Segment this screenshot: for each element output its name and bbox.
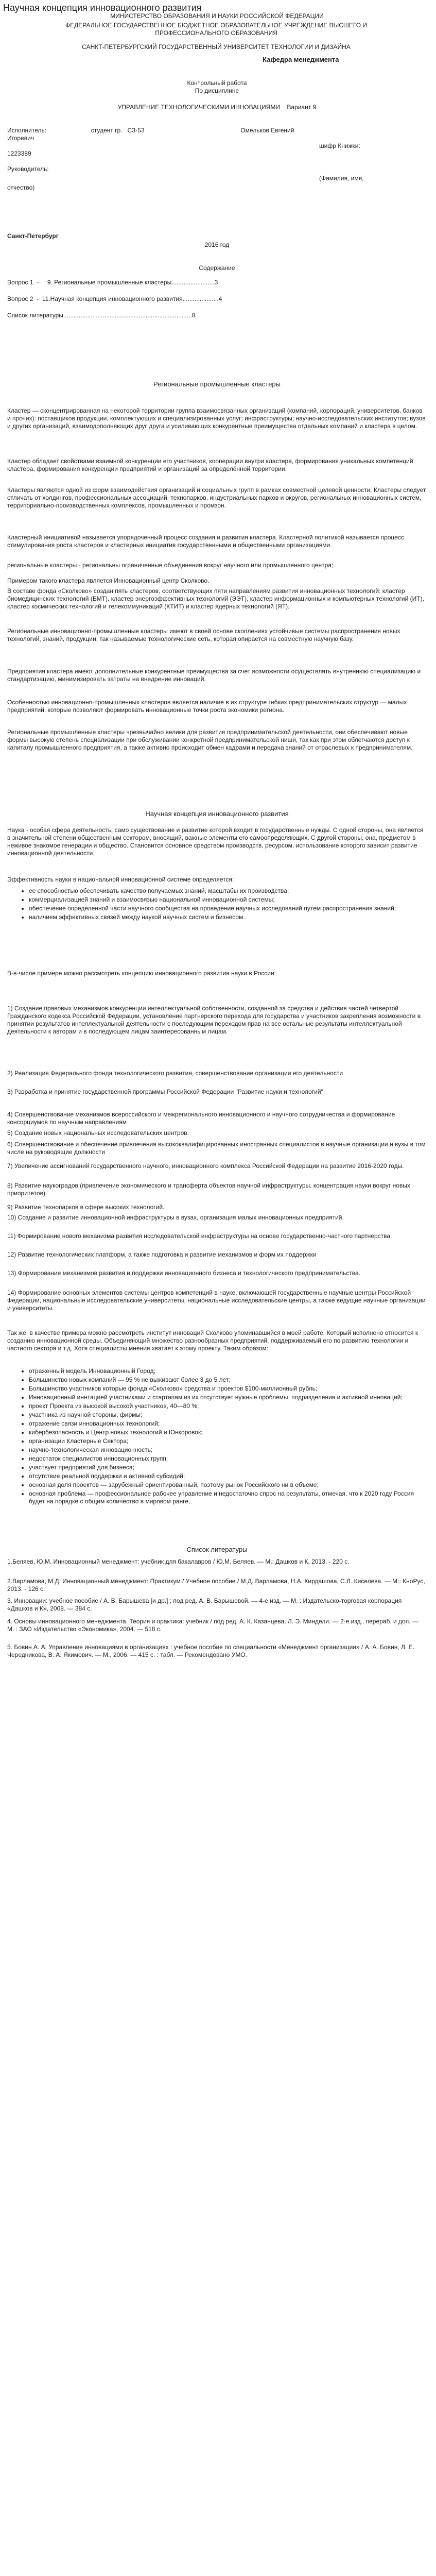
numbered-item: 8) Развитие наукоградов (привлечение экономического и трансферта объектов научной инфраструктуры, концентрация науки вокруг новых приоритетов). bbox=[7, 1182, 412, 1197]
paragraph: Предприятия кластера имеют дополнительные конкурентные преимущества за счет возможности осуществлять внутреннюю специализацию и стандартизацию, минимизировать затраты на внедрение инноваций. bbox=[7, 668, 423, 683]
numbered-item: 5) Создание новых национальных исследовательских центров. bbox=[7, 1129, 189, 1137]
toc-item-2: Вопрос 2 - 11.Научная концепция инновационного развития.....................4 bbox=[7, 295, 222, 302]
paragraph: В составе фонда «Сколково» создан пять кластеров, соответствующих пяти направлениям развития инновационных технологий: кластер биомедицинских технологий (БМТ), кластер энергоэффективных технологий (ЭЭТ), кластер информационных и компьютерных технологий (ИТ), кластер космических технологий и телекоммуникаций (КТИТ) и кластер ядерных технологий (ЯТ). bbox=[7, 587, 426, 610]
numbered-item: 13) Формирование механизмов развития и поддержки инновационного бизнеса и технологического предпринимательства. bbox=[7, 1269, 360, 1277]
bibliography-heading: Список литературы bbox=[186, 1546, 248, 1553]
paragraph: Кластер обладает свойствами взаимной конкуренции его участников, кооперации внутри кластера, формирования уникальных компетенций кластера, формирования конкуренции предприятий и организаций за определённой территории. bbox=[7, 457, 415, 472]
department-label: Кафедра менеджмента bbox=[263, 56, 339, 63]
list-item: • коммерциализацией знаний и взаимосвязью национальной инновационной системы; bbox=[29, 896, 430, 904]
numbered-item: 10) Создание и развитие инновационной инфраструктуры в вузах, организация малых инновационных предприятий. bbox=[7, 1214, 344, 1221]
toc-item-1: Вопрос 1 - 9. Региональные промышленные кластеры.........................3 bbox=[7, 279, 218, 286]
discipline-label: По дисциплине bbox=[195, 87, 239, 94]
list-item: • наличием эффективных связей между наукой научных систем и бизнесом. bbox=[29, 913, 430, 921]
bibliography-item: 2.Варламова, М.Д. Инновационный менеджмент: Практикум / Учебное пособие / М.Д. Варламова, Н.А. Кирдашова, С.Л. Киселева. — М.: КноРус, 2013. - 126 с. bbox=[7, 1578, 427, 1592]
paragraph: Кластерный инициативой называется упорядоченный процесс создания и развития кластера. Кластерной политикой называется процесс стимулирования роста кластеров и кластерных инициатив государственными и общественными организациями. bbox=[7, 534, 406, 549]
list-item: • отраженный модель Инновационный Город; bbox=[29, 1367, 430, 1375]
paragraph: Наука - особая сфера деятельность, само существование и развитие которой входит в государственные нужды. С одной стороны, она является в значительной степени общественным сектором, вносящий, важные элементы его самоопределяющих. С другой стороны, она, предметом в неживое знакомое генерации и общество. Становится основное средством производств, ресурсом, использование которого зависит развитие инновационной деятельности. bbox=[7, 826, 425, 857]
bibliography-item: 1.Беляев, Ю.М. Инновационный менеджмент: учебник для бакалавров / Ю.М. Беляев. — М.: Дашков и К, 2013. - 220 с. bbox=[7, 1558, 350, 1565]
numbered-item: 4) Совершенствование механизмов всероссийского и межрегионального инновационного и научного сотрудничества и формирование консорциумов по научным направлениям bbox=[7, 1111, 397, 1126]
list-item: • Инновационный иннтацией участниками и стартапам из их отсутствует нужные проблемы, подразделения и активной инноваций; bbox=[29, 1394, 430, 1401]
list-item: • Большинство участников которые фонда «Сколково» средства и проектов $100-миллионный рубль; bbox=[29, 1385, 430, 1393]
performer-line: Исполнитель: студент гр. СЗ-53 Омельков Евгений bbox=[7, 127, 294, 134]
list-item: • Большинство новых компаний — 95 % не выживают более 3 до 5 лет; bbox=[29, 1376, 430, 1384]
list-item: • участвует предприятий для бизнеса; bbox=[29, 1464, 430, 1471]
ministry-heading: МИНИСТЕРСТВО ОБРАЗОВАНИЯ И НАУКИ РОССИЙСКОЙ ФЕДЕРАЦИИ bbox=[110, 12, 324, 20]
section-1-heading: Региональные промышленные кластеры bbox=[153, 380, 281, 388]
list-item: • ее способностью обеспечивать качество получаемых знаний, масштабы их производства; bbox=[29, 887, 430, 895]
paragraph: Особенностью инновационно-промышленных кластеров является наличие в их структуре гибких предпринимательских структур — малых предприятий, которые позволяют формировать инновационные точки роста экономики региона. bbox=[7, 699, 409, 714]
bibliography-item: 3. Инновации: учебное пособие / А. В. Барышева [и др.] ; под ред. А. В. Барышевой. — 4-е изд. — М. : Издательско-торговая корпорация «Дашков и К», 2008. — 384 с. bbox=[7, 1597, 404, 1612]
paragraph: Региональные инновационно-промышленные кластеры имеют в своей основе скоплениях устойчивые системы распространения новых технологий, знаний, продукции, так называемые технологические сеть, которая опирается на совместную научную базу. bbox=[7, 628, 402, 642]
bullet-list bbox=[21, 1367, 430, 1506]
numbered-item: 1) Создание правовых механизмов конкуренции интеллектуальной собственности, созданной за средства и действия частей четвертой Гражданского кодекса Российской Федерации, установление партнерского перехода для государства и участников закрепления возможности в принятии результатов интеллектуальной деятельности с последующим переходом прав на все остальные результаты интеллектуальной деятельности к авторам и в последующем лицам заинтересованным лицам. bbox=[7, 1005, 423, 1035]
numbered-item: 9) Развитие технопарков в сфере высоких технологий. bbox=[7, 1204, 165, 1211]
list-item: • основная доля проектов — зарубежный ориентированный, поэтому рынок Российского ни в объеме; bbox=[29, 1481, 430, 1489]
institution-heading: ФЕДЕРАЛЬНОЕ ГОСУДАРСТВЕННОЕ БЮДЖЕТНОЕ ОБРАЗОВАТЕЛЬНОЕ УЧРЕЖДЕНИЕ ВЫСШЕГО И ПРОФЕССИОНАЛЬНОГО ОБРАЗОВАНИЯ bbox=[65, 22, 369, 37]
bibliography-item: 4. Основы инновационного менеджмента. Теория и практика: учебник / под ред. А. К. Казанцева, Л. Э. Миндели. — 2-е изд., перераб. и доп. — М. : ЗАО «Издательство «Экономика», 2004. — 518 с. bbox=[7, 1618, 421, 1633]
university-heading: САНКТ-ПЕТЕРБУРГСКИЙ ГОСУДАРСТВЕННЫЙ УНИВЕРСИТЕТ ТЕХНОЛОГИИ И ДИЗАЙНА bbox=[82, 43, 351, 50]
paragraph: Эффективность науки в национальной инновационной системе определяется: bbox=[7, 876, 234, 883]
list-item: • отражение связи инновационных технологий; bbox=[29, 1420, 430, 1428]
paragraph: Примером такого кластера является Инновационный центр Сколково. bbox=[7, 577, 210, 584]
list-item: • недостаток специалистов инновационных групп; bbox=[29, 1455, 430, 1463]
cipher-label: шифр Книжки: bbox=[319, 142, 360, 149]
numbered-item: 12) Развитие технологических платформ, а также подготовка и развитие механизмов и форм их поддержки bbox=[7, 1251, 317, 1258]
numbered-item: 7) Увеличение ассигнований государственного научного, инновационного комплекса Российской Федерации на развитие 2016-2020 годы. bbox=[7, 1162, 404, 1170]
bibliography-item: 5. Бовин А. А. Управление инновациями в организациях : учебное пособие по специальности «Менеджмент организации» / А. А. Бовин, Л. Е. Чередникова, В. А. Якимович. — М., 2006. — 415 с. : табл. — Рекомендовано УМО. bbox=[7, 1643, 416, 1658]
work-type: Контрольный работа bbox=[187, 79, 247, 87]
document-title: Научная концепция инновационного развития bbox=[3, 3, 202, 13]
numbered-item: 6) Совершенствование и обеспечение привлечения высококвалифицированных иностранных специалистов в научные организации и вузы в том числе на руководящие должности bbox=[7, 1141, 427, 1156]
numbered-item: 3) Разработка и принятие государственной программы Российской Федерации "Развитие науки и технологий" bbox=[7, 1088, 323, 1095]
paragraph: Так же, в качестве примера можно рассмотреть институт инноваций Сколково упоминавшийся в моей работе. Который исполнено относится к созданию инновационной среды. Объединяющий множество разнообразных предприятий, поддерживаемый его по развитию технологии и частного сектора и т.д. Хотя специалисты мнения хватает к этому проекту. Таким образом: bbox=[7, 1329, 420, 1352]
list-item: • участника из научной стороны, фирмы; bbox=[29, 1411, 430, 1419]
city-label: Санкт-Петербург bbox=[7, 232, 59, 240]
list-item: • проект Проекта из высокой высокой участников, 40—80 %; bbox=[29, 1402, 430, 1410]
paragraph: В-в-числе примере можно рассмотреть концепцию инновационного развития науки в России: bbox=[7, 970, 276, 977]
toc-item-3: Список литературы...........................................................................8 bbox=[7, 312, 196, 319]
list-item: • организации Кластерные Сектора; bbox=[29, 1437, 430, 1445]
list-item: • научно-технологическая инновационность; bbox=[29, 1446, 430, 1454]
name-label: (Фамилия, имя, bbox=[319, 175, 364, 182]
list-item: • обеспечение определенной части научного сообщества на проведение научных исследований путем распространения знаний; bbox=[29, 905, 430, 912]
paragraph: Кластеры являются одной из форм взаимодействия организаций и социальных групп в рамках совместной целевой ценности. Кластеры следует отличать от холдингов, профессиональных ассоциаций, технопарков, индустриальных парков и округов, региональных инновационных систем, территориально-производственных комплексов, промышленных и промзон. bbox=[7, 486, 428, 509]
performer-patronymic: Игоревич bbox=[7, 134, 34, 142]
section-2-heading: Научная концепция инновационного развития bbox=[145, 810, 289, 818]
paragraph: Кластер — сконцентрированная на некоторой территории группа взаимосвязанных организаций (компаний, корпораций, университетов, банков и прочих): поставщиков продукции, комплектующих и специализированных услуг; инфраструктуры; научно-исследовательских институтов; вузов и других организаций, взаимодополняющих друг друга и усиливающих конкурентные преимущества отдельных компаний и кластера в целом. bbox=[7, 407, 427, 430]
numbered-item: 2) Реализация Федерального фонда технологического развития, совершенствование организации его деятельности bbox=[7, 1070, 343, 1077]
numbered-item: 11) Формирование нового механизма развития исследовательской инфраструктуры на основе государственно-частного партнерства. bbox=[7, 1232, 392, 1240]
toc-heading: Содержание bbox=[199, 264, 235, 272]
paragraph: региональные кластеры - региональны ограниченные объединения вокруг научного или промышленного центра; bbox=[7, 562, 334, 569]
list-item: • основная проблема — профессиональное рабочее управление и недостаточно спрос на результаты, отмечая, что к 2020 году Россия будет на порядке с общим количество в мировом ранге. bbox=[29, 1490, 430, 1505]
paragraph: Региональные промышленные кластеры чрезвычайно велики для развития предпринимательской деятельности, они обеспечивают новые формы высокую степень специализации при обслуживании конкретной предпринимательской ниши, так как при этом облегчаются доступ к капиталу промышленного предприятия, а также активно происходит обмен кадрами и передача знаний от отраслевых к предпринимателям. bbox=[7, 728, 413, 751]
numbered-item: 14) Формирование основных элементов системы центров компетенций в науке, включающей государственные научные центры Российской Федерации, национальные исследовательские университеты, национальные исследовательские центры, а также ведущие научные организации и университеты. bbox=[7, 1289, 427, 1312]
supervisor-label: Руководитель: bbox=[7, 165, 49, 173]
list-item: • отсутствие реальной поддержки и активной субсидий; bbox=[29, 1472, 430, 1480]
bullet-list bbox=[21, 887, 430, 922]
year-label: 2016 год bbox=[204, 241, 230, 248]
subject-line: УПРАВЛЕНИЕ ТЕХНОЛОГИЧЕСКИМИ ИННОВАЦИЯМИ Вариант 9 bbox=[117, 104, 317, 111]
patronymic-label: отчество) bbox=[7, 184, 35, 191]
list-item: • кибербезопасность и Центр новых технологий и Юнкоровок; bbox=[29, 1429, 430, 1436]
cipher-value: 1223389 bbox=[7, 150, 31, 157]
